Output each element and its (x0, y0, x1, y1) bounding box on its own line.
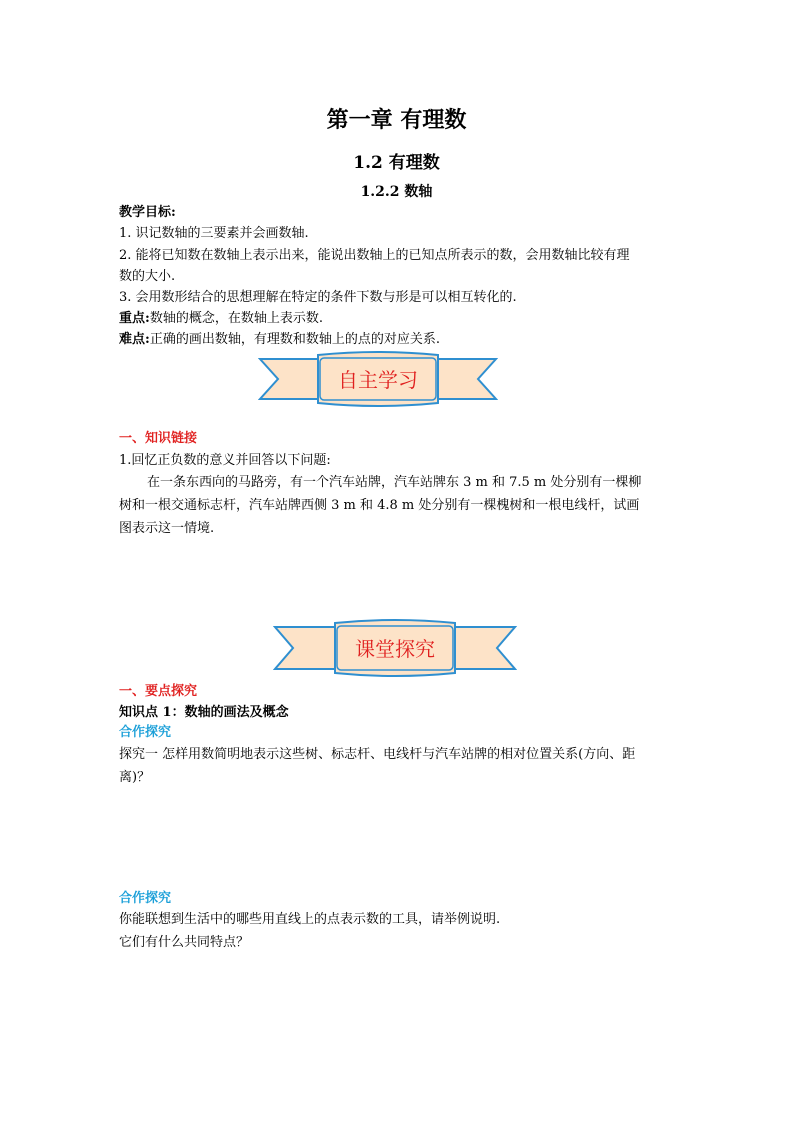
section1-para-1: 在一条东西向的马路旁，有一个汽车站牌，汽车站牌东 3 m 和 7.5 m 处分别有一棵柳 (147, 475, 642, 490)
key-point-label: 重点: (119, 311, 150, 326)
chapter-title: 第一章 有理数 (326, 107, 467, 133)
key-point (119, 309, 323, 328)
section1-question: 1.回忆正负数的意义并回答以下问题: (119, 453, 331, 468)
explore-1-line-a: 探究一 怎样用数简明地表示这些树、标志杆、电线杆与汽车站牌的相对位置关系(方向、距 (119, 747, 636, 762)
banner-self-study-label: 自主学习 (338, 368, 418, 392)
banner-self-study (258, 349, 498, 409)
section2-heading: 一、要点探究 (119, 684, 198, 699)
key-point-text: 数轴的概念，在数轴上表示数. (149, 311, 323, 326)
goals-heading: 教学目标: (119, 205, 176, 220)
goal-item-2b: 数的大小. (119, 269, 176, 284)
question-2-line-a: 你能联想到生活中的哪些用直线上的点表示数的工具，请举例说明. (119, 912, 501, 927)
explore-1-line-b: 离)？ (119, 770, 151, 785)
difficult-point-text: 正确的画出数轴，有理数和数轴上的点的对应关系. (149, 332, 440, 347)
section-title: 1.2 有理数 (353, 153, 440, 173)
section1-para-2: 树和一根交通标志杆，汽车站牌西侧 3 m 和 4.8 m 处分别有一棵槐树和一根电线杆，试画 (119, 498, 640, 513)
goal-item-3: 3. 会用数形结合的思想理解在特定的条件下数与形是可以相互转化的. (119, 290, 517, 305)
cooperative-explore-1: 合作探究 (119, 725, 172, 740)
banner-class-explore (273, 617, 517, 679)
difficult-point (119, 330, 440, 349)
subsection-title: 1.2.2 数轴 (360, 184, 433, 200)
difficult-point-label: 难点: (119, 332, 150, 347)
question-2-line-b: 它们有什么共同特点？ (119, 935, 250, 950)
ribbon-graphic (273, 617, 517, 679)
banner-class-explore-label: 课堂探究 (355, 637, 435, 661)
knowledge-point-1: 知识点 1：数轴的画法及概念 (119, 705, 289, 720)
cooperative-explore-2: 合作探究 (119, 891, 172, 906)
goal-item-2a: 2. 能将已知数在数轴上表示出来，能说出数轴上的已知点所表示的数，会用数轴比较有理 (119, 248, 630, 263)
section1-heading: 一、知识链接 (119, 431, 198, 446)
goal-item-1: 1. 识记数轴的三要素并会画数轴. (119, 226, 309, 241)
section1-para-3: 图表示这一情境. (119, 521, 215, 536)
ribbon-graphic (258, 349, 498, 409)
